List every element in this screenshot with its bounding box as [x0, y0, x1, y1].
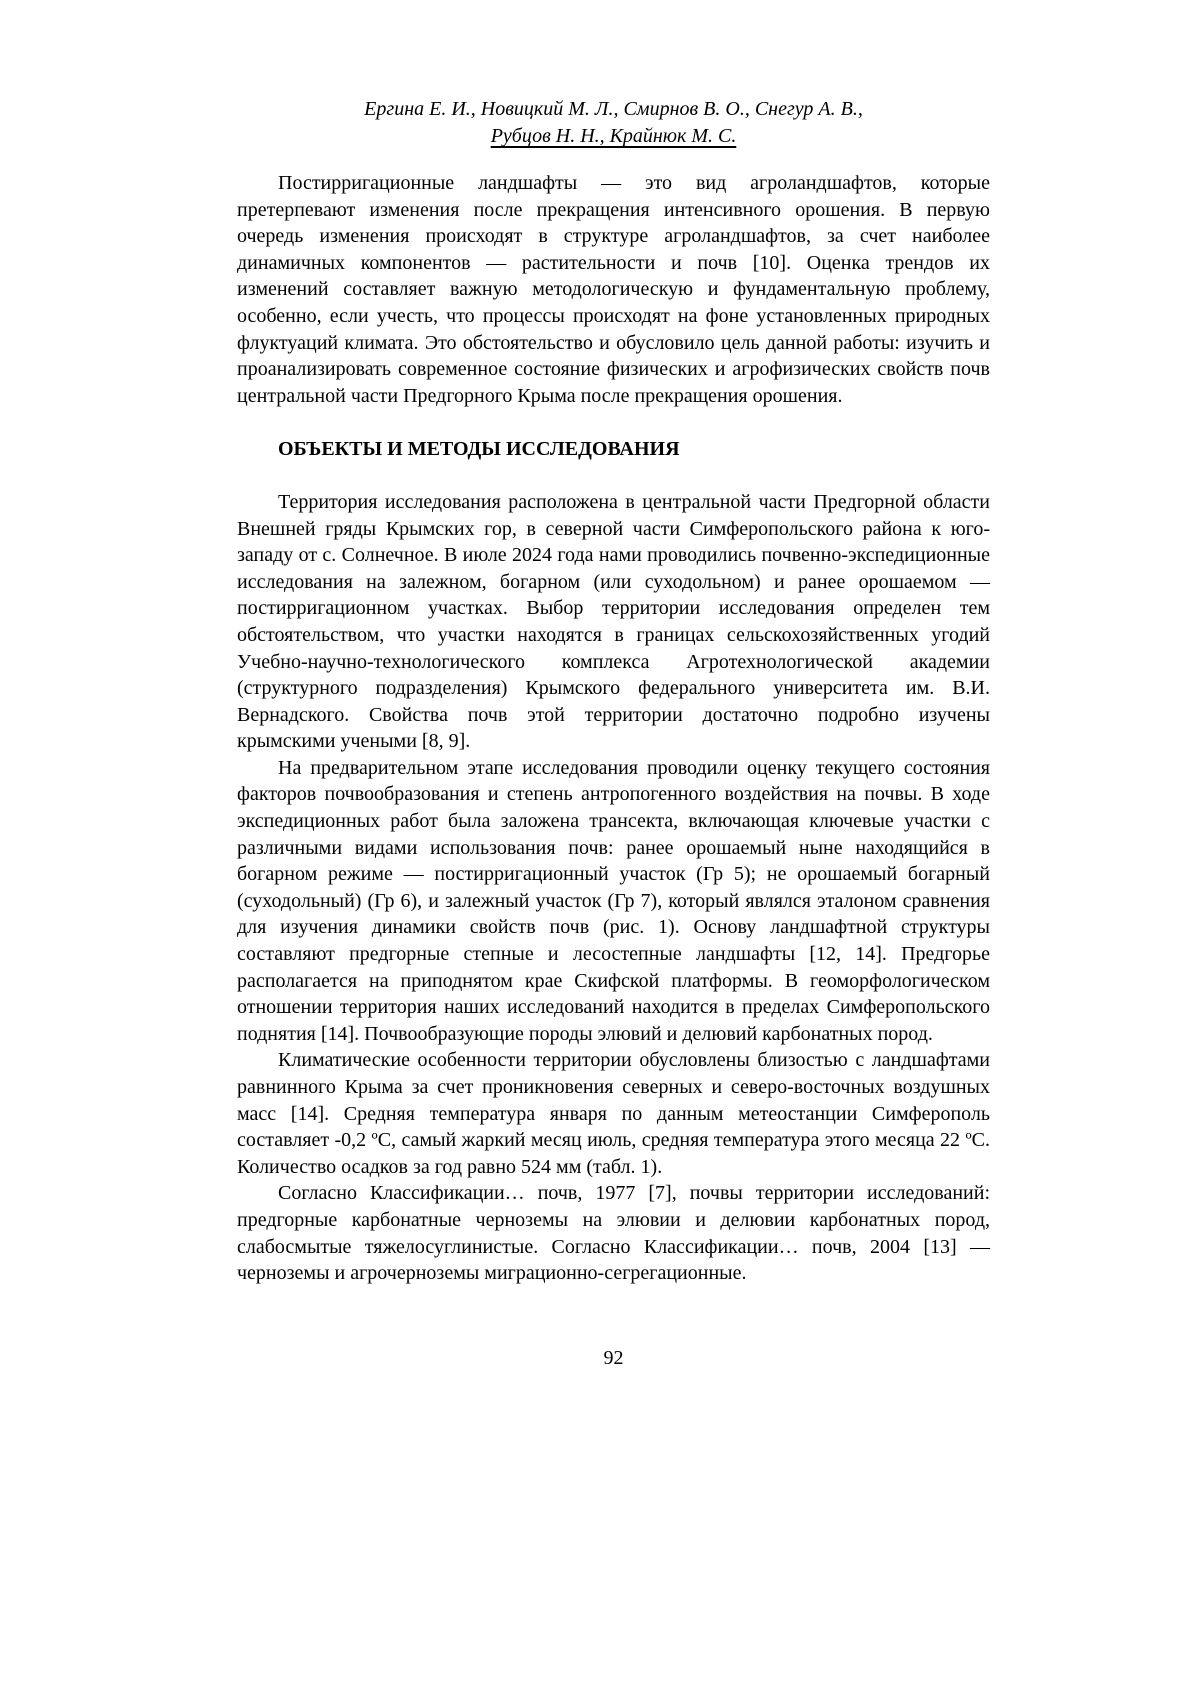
section-heading: ОБЪЕКТЫ И МЕТОДЫ ИССЛЕДОВАНИЯ	[278, 438, 680, 461]
body-paragraph-classification: Согласно Классификации… почв, 1977 [7], почвы территории исследований: предгорные карбонатные черноземы на элювии и делювии карбонатных пород, слабосмытые тяжелосуглинистые. Согласно Классификации… почв, 2004 [13] — черноземы и агрочерноземы миграционно-сегрегационные.	[237, 1182, 990, 1285]
authors-line-2: Рубцов Н. Н., Крайнюк М. С.	[490, 125, 737, 147]
page-number: 92	[603, 1346, 624, 1369]
authors-line-1: Ергина Е. И., Новицкий М. Л., Смирнов В. О., Снегур А. В.,	[364, 98, 863, 120]
body-paragraph-transect: На предварительном этапе исследования проводили оценку текущего состояния факторов почвообразования и степень антропогенного воздействия на почвы. В ходе экспедиционных работ была заложена трансекта, включающая ключевые участки с различными видами использования почв: ранее орошаемый ныне находящийся в богарном режиме — постирригационный участок (Гр 5); не орошаемый богарный (суходольный) (Гр 6), и залежный участок (Гр 7), который являлся эталоном сравнения для изучения динамики свойств почв (рис. 1). Основу ландшафтной структуры составляют предгорные степные и лесостепные ландшафты [12, 14]. Предгорье располагается на приподнятом крае Скифской платформы. В геоморфологическом отношении территория наших исследований находится в пределах Симферопольского поднятия [14]. Почвообразующие породы элювий и делювий карбонатных пород.	[237, 756, 990, 1045]
intro-paragraph: Постирригационные ландшафты — это вид агроландшафтов, которые претерпевают изменения после прекращения интенсивного орошения. В первую очередь изменения происходят в структуре агроландшафтов, за счет наиболее динамичных компонентов — растительности и почв [10]. Оценка трендов их изменений составляет важную методологическую и фундаментальную проблему, особенно, если учесть, что процессы происходят на фоне установленных природных флуктуаций климата. Это обстоятельство и обусловило цель данной работы: изучить и проанализировать современное состояние физических и агрофизических свойств почв центральной части Предгорного Крыма после прекращения орошения.	[237, 172, 990, 407]
running-header	[237, 96, 990, 150]
body-paragraph-climate: Климатические особенности территории обусловлены близостью с ландшафтами равнинного Крыма за счет проникновения северных и северо-восточных воздушных масс [14]. Средняя температура января по данным метеостанции Симферополь составляет -0,2 ºС, самый жаркий месяц июль, средняя температура этого месяца 22 ºС. Количество осадков за год равно 524 мм (табл. 1).	[237, 1049, 990, 1178]
body-paragraph-territory: Территория исследования расположена в центральной части Предгорной области Внешней гряды Крымских гор, в северной части Симферопольского района к юго-западу от с. Солнечное. В июле 2024 года нами проводились почвенно-экспедиционные исследования на залежном, богарном (или суходольном) и ранее орошаемом — постирригационном участках. Выбор территории исследования определен тем обстоятельством, что участки находятся в границах сельскохозяйственных угодий Учебно-научно-технологического комплекса Агротехнологической академии (структурного подразделения) Крымского федерального университета им. В.И. Вернадского. Свойства почв этой территории достаточно подробно изучены крымскими учеными [8, 9].	[237, 490, 990, 753]
header-divider-gap	[237, 150, 990, 170]
page-content	[237, 96, 990, 1371]
